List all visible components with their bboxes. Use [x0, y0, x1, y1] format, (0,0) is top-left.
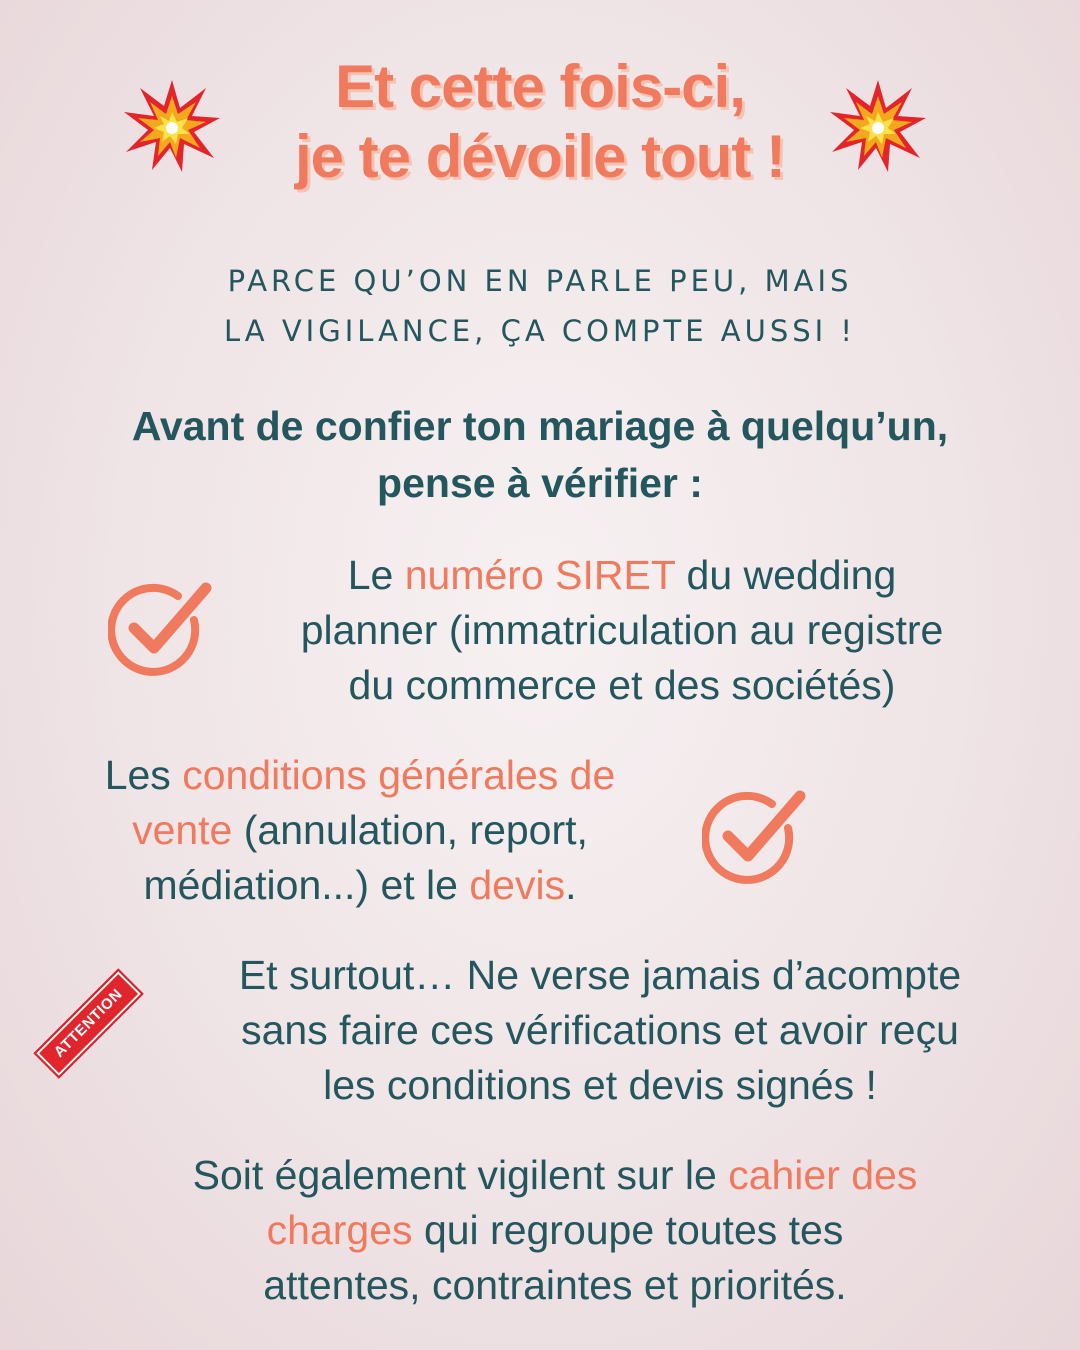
- closing-text: [60, 1148, 1050, 1313]
- item-line: sans faire ces vérifications et avoir reçu: [241, 1007, 959, 1053]
- subtitle-line-1: PARCE QU’ON EN PARLE PEU, MAIS: [227, 264, 853, 298]
- item-line: [30, 803, 690, 858]
- item-line: [30, 748, 690, 803]
- item-line: du commerce et des sociétés): [348, 662, 896, 708]
- highlight-text: numéro SIRET: [404, 552, 676, 598]
- highlight-text: devis: [469, 862, 566, 908]
- title-line-1: Et cette fois-ci,: [335, 53, 745, 120]
- text: (annulation, report,: [232, 807, 588, 853]
- intro-line-1: Avant de confier ton mariage à quelqu’un,: [131, 403, 949, 449]
- attention-stamp-icon: [33, 968, 146, 1081]
- explosion-icon: [828, 78, 928, 174]
- highlight-text: charges: [266, 1207, 413, 1253]
- page-title: [140, 52, 940, 192]
- item-line: [60, 1203, 1050, 1258]
- item-line: [60, 1148, 1050, 1203]
- check-circle-icon: [108, 580, 212, 678]
- item-line: attentes, contraintes et priorités.: [263, 1262, 847, 1308]
- stamp-label: ATTENTION: [33, 968, 143, 1078]
- text: du wedding: [675, 552, 897, 598]
- text: Soit également vigilent sur le: [192, 1152, 729, 1198]
- text: qui regroupe toutes tes: [412, 1207, 844, 1253]
- check-circle-icon: [702, 788, 806, 886]
- highlight-text: cahier des: [728, 1152, 918, 1198]
- checklist-item-siret: [222, 548, 1022, 713]
- text: Les: [104, 752, 183, 798]
- highlight-text: vente: [132, 807, 233, 853]
- text: .: [565, 862, 577, 908]
- subtitle: [90, 256, 990, 356]
- explosion-icon: [122, 78, 222, 174]
- subtitle-line-2: LA VIGILANCE, ÇA COMPTE AUSSI !: [223, 314, 857, 348]
- text: médiation...) et le: [143, 862, 470, 908]
- item-line: [30, 858, 690, 913]
- text: Le: [347, 552, 405, 598]
- item-line: planner (immatriculation au registre: [300, 607, 944, 653]
- item-line: Et surtout… Ne verse jamais d’acompte: [238, 952, 962, 998]
- intro-heading: [0, 398, 1080, 512]
- checklist-item-cgv: [30, 748, 690, 913]
- highlight-text: conditions générales de: [182, 752, 616, 798]
- item-line: [222, 548, 1022, 603]
- warning-text: [150, 948, 1050, 1113]
- item-line: les conditions et devis signés !: [323, 1062, 877, 1108]
- intro-line-2: pense à vérifier :: [377, 460, 703, 506]
- title-line-2: je te dévoile tout !: [294, 123, 786, 190]
